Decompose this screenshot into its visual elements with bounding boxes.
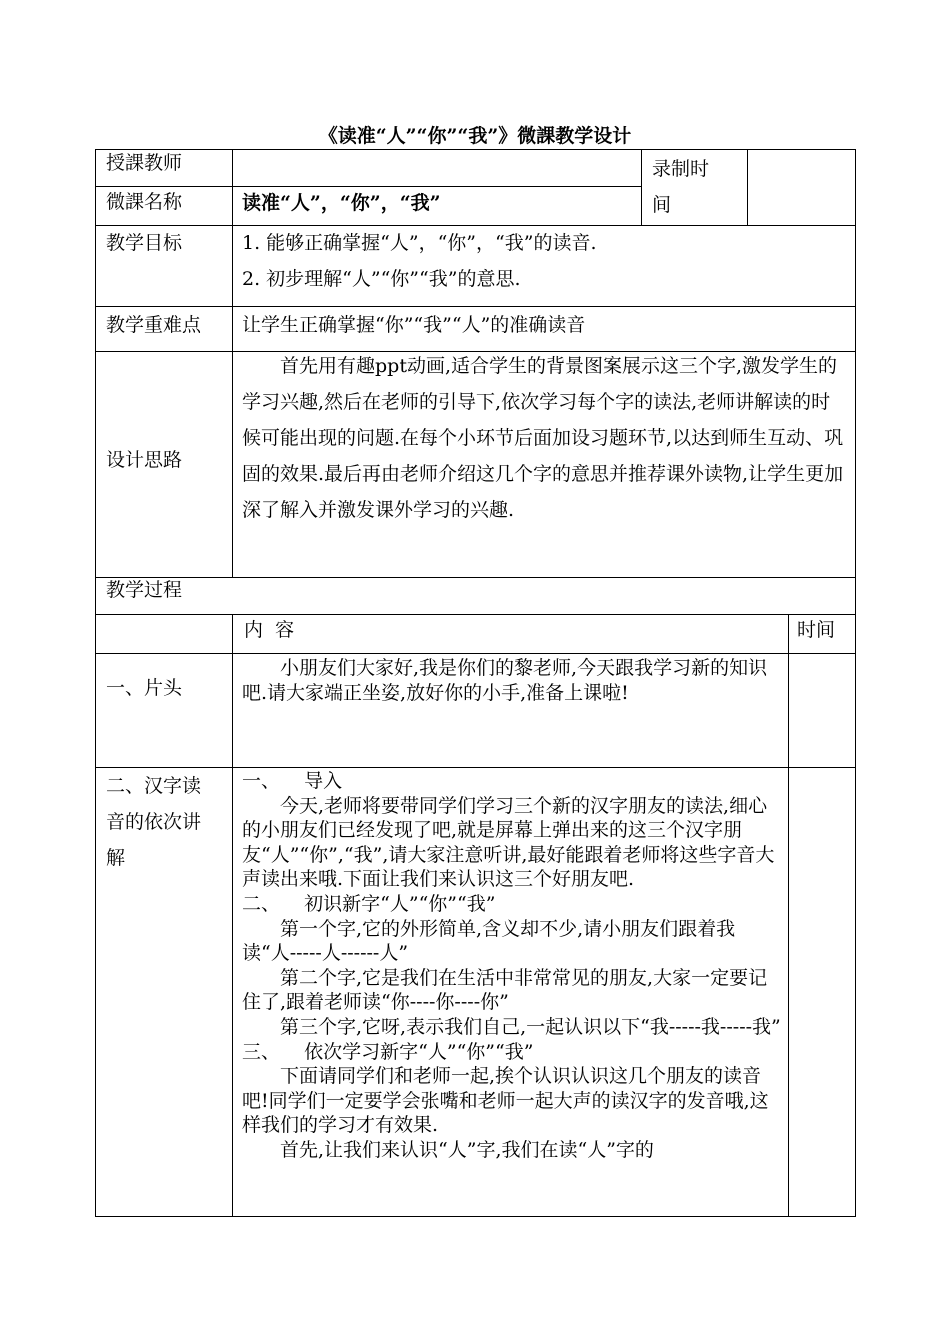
value-course-name: 读准“人”，“你”，“我” — [242, 192, 441, 214]
value-design: 首先用有趣ppt动画,适合学生的背景图案展示这三个字,激发学生的学习兴趣,然后在老师的引导下,依次学习每个字的读法,老师讲解读的时候可能出现的问题.在每个小环节后面加设习题环节,以达到师生互动、巩固的效果.最后再由老师介绍这几个字的意思并推荐课外读物,让学生更加深了解入并激发课外学习的兴趣. — [242, 355, 844, 521]
header-time: 时间 — [797, 619, 836, 641]
rule — [95, 186, 641, 187]
sec2-paragraph: 今天,老师将要带同学们学习三个新的汉字朋友的读法,细心的小朋友们已经发现了吧,就是屏幕上弹出来的这三个汉字朋友“人”“你”,“我”,请大家注意听讲,最好能跟着老师将这些字音大声读出来哦.下面让我们来认识这三个好朋友吧. — [242, 794, 775, 891]
label-sec1: 一、片头 — [106, 677, 183, 699]
rule — [95, 767, 856, 768]
objective-item: 2. 初步理解“人”“你”“我”的意思. — [242, 268, 521, 290]
document-title: 《读准“人”“你”“我”》微課教学设计 — [318, 125, 632, 147]
header-content: 内 容 — [244, 619, 295, 641]
value-objectives — [242, 225, 847, 297]
rule — [788, 614, 789, 1217]
sec2-paragraph: 第二个字,它是我们在生活中非常常见的朋友,大家一定要记住了,跟着老师读“你----你----你” — [242, 966, 768, 1014]
label-process: 教学过程 — [106, 579, 183, 601]
label-design: 设计思路 — [106, 449, 183, 471]
label-sec2: 二、汉字读 音的依次讲 解 — [106, 775, 202, 869]
objective-item: 1. 能够正确掌握“人”，“你”，“我”的读音. — [242, 232, 597, 254]
sec2-paragraph: 首先,让我们来认识“人”字,我们在读“人”字的 — [280, 1138, 654, 1161]
rule — [95, 614, 856, 615]
sec2-paragraph: 第三个字,它呀,表示我们自己,一起认识以下“我-----我-----我” — [280, 1015, 781, 1038]
value-sec1: 小朋友们大家好,我是你们的黎老师,今天跟我学习新的知识吧.请大家端正坐姿,放好你的小手,准备上课啦! — [242, 657, 768, 704]
rule — [95, 577, 856, 578]
label-teacher: 授課教师 — [106, 152, 183, 174]
rule — [95, 306, 856, 307]
rule — [232, 614, 233, 1217]
sec2-heading: 二、 初识新字“人”“你”“我” — [242, 892, 496, 915]
sec2-heading: 三、 依次学习新字“人”“你”“我” — [242, 1040, 534, 1063]
label-record-time: 录制时 间 — [652, 158, 710, 216]
rule — [747, 149, 748, 226]
sec2-paragraph: 第一个字,它的外形简单,含义却不少,请小朋友们跟着我读“人-----人------人” — [242, 917, 736, 965]
rule — [232, 149, 233, 577]
label-course-name: 微課名称 — [106, 191, 183, 213]
rule — [641, 149, 642, 226]
sec2-heading: 一、 导入 — [242, 770, 343, 792]
rule — [95, 653, 856, 654]
label-key-points: 教学重难点 — [106, 314, 202, 336]
sec2-paragraph: 下面请同学们和老师一起,挨个认识认识这几个朋友的读音吧!同学们一定要学会张嘴和老师一起大声的读汉字的发音哦,这样我们的学习才有效果. — [242, 1065, 769, 1137]
value-sec2 — [242, 769, 782, 1215]
label-objectives: 教学目标 — [106, 232, 183, 254]
value-key-points: 让学生正确掌握“你”“我”“人”的准确读音 — [242, 314, 586, 336]
